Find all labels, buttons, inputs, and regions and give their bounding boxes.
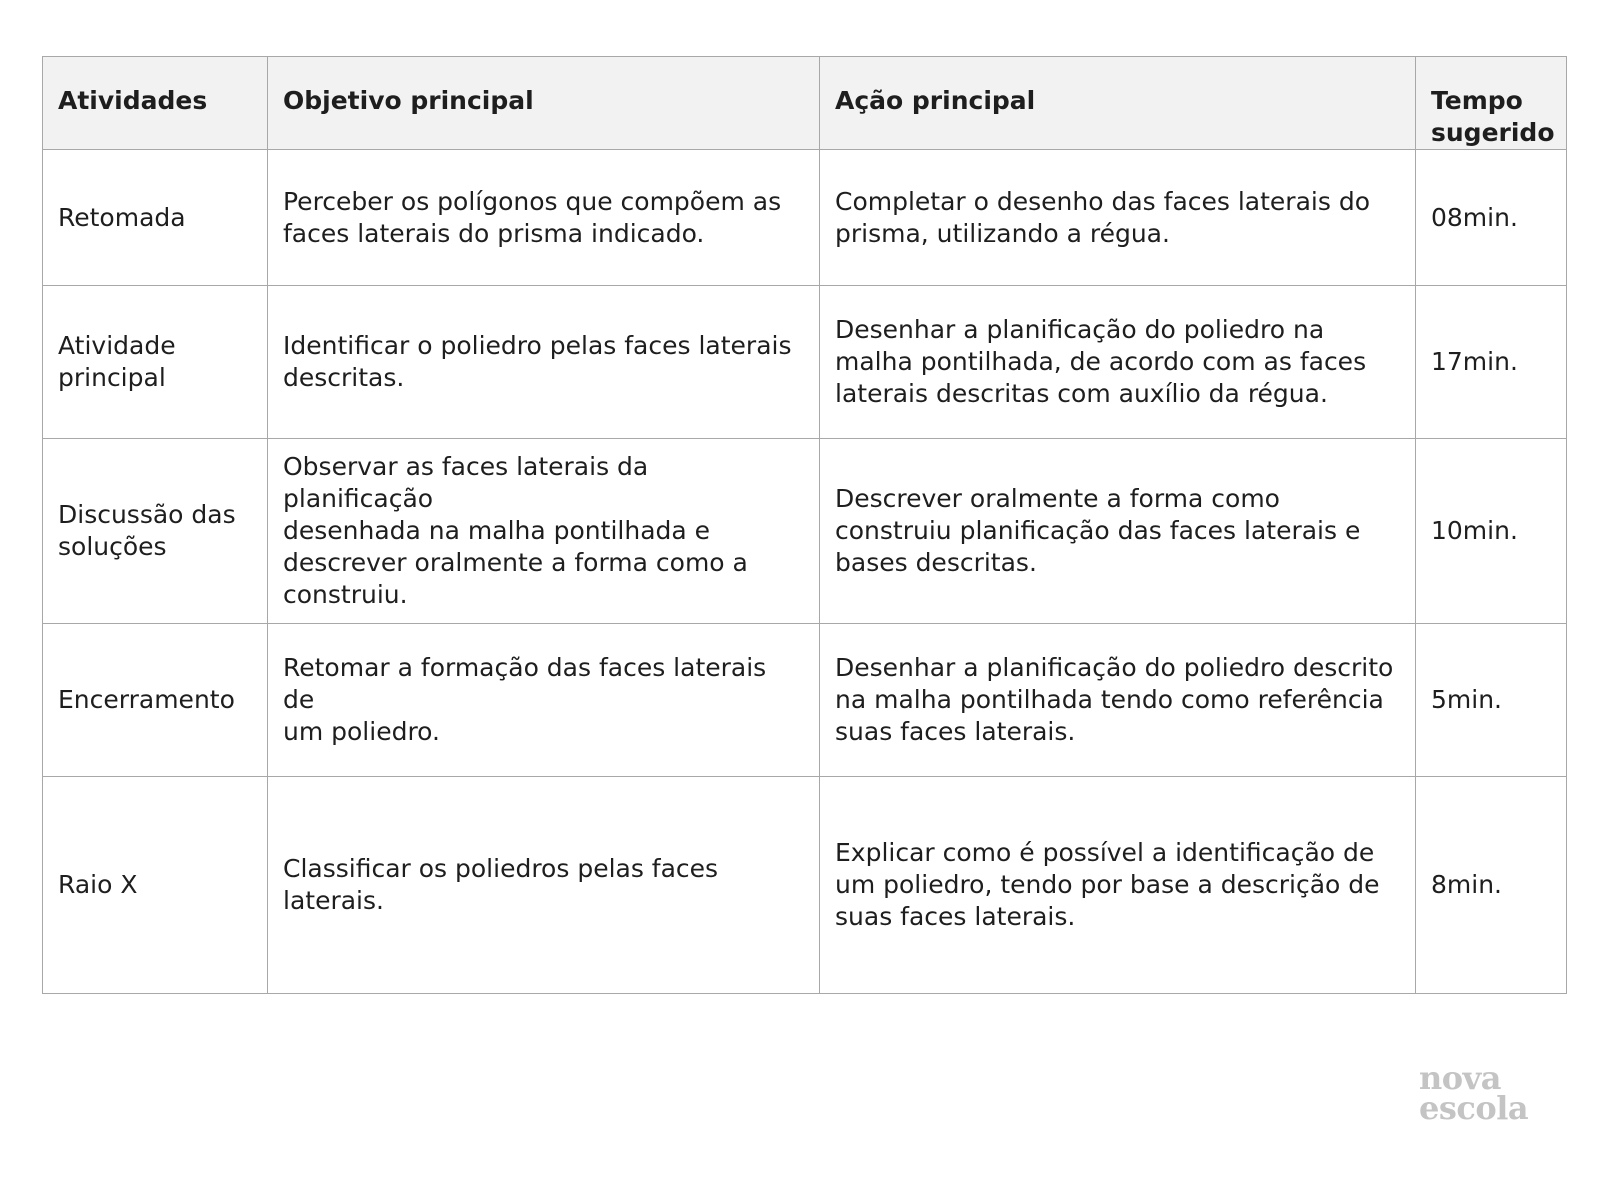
cell-tempo: 17min. bbox=[1416, 286, 1567, 439]
cell-atividade: Atividade principal bbox=[43, 286, 268, 439]
cell-objetivo: Classificar os poliedros pelas faces laterais. bbox=[268, 777, 820, 994]
table-row bbox=[43, 150, 1567, 286]
cell-atividade: Discussão das soluções bbox=[43, 439, 268, 624]
table-row bbox=[43, 439, 1567, 624]
cell-objetivo: Retomar a formação das faces laterais de um poliedro. bbox=[268, 624, 820, 777]
cell-objetivo: Observar as faces laterais da planificação desenhada na malha pontilhada e descrever oralmente a forma como a construiu. bbox=[268, 439, 820, 624]
header-atividades: Atividades bbox=[43, 57, 268, 150]
cell-objetivo: Identificar o poliedro pelas faces laterais descritas. bbox=[268, 286, 820, 439]
logo-line-escola: escola bbox=[1419, 1089, 1529, 1127]
cell-tempo: 08min. bbox=[1416, 150, 1567, 286]
cell-acao: Desenhar a planificação do poliedro na malha pontilhada, de acordo com as faces laterais descritas com auxílio da régua. bbox=[820, 286, 1416, 439]
nova-escola-logo bbox=[1419, 1059, 1529, 1127]
cell-objetivo: Perceber os polígonos que compõem as faces laterais do prisma indicado. bbox=[268, 150, 820, 286]
cell-acao: Descrever oralmente a forma como construiu planificação das faces laterais e bases descritas. bbox=[820, 439, 1416, 624]
table-row bbox=[43, 624, 1567, 777]
cell-acao: Explicar como é possível a identificação de um poliedro, tendo por base a descrição de suas faces laterais. bbox=[820, 777, 1416, 994]
table-row bbox=[43, 286, 1567, 439]
header-acao-principal: Ação principal bbox=[820, 57, 1416, 150]
cell-acao: Desenhar a planificação do poliedro descrito na malha pontilhada tendo como referência suas faces laterais. bbox=[820, 624, 1416, 777]
cell-atividade: Raio X bbox=[43, 777, 268, 994]
cell-atividade: Encerramento bbox=[43, 624, 268, 777]
logo-line-nova: nova bbox=[1419, 1059, 1501, 1097]
table-row bbox=[43, 777, 1567, 994]
cell-tempo: 10min. bbox=[1416, 439, 1567, 624]
header-tempo-sugerido: Tempo sugerido bbox=[1416, 57, 1567, 150]
lesson-plan-table bbox=[42, 56, 1567, 994]
header-objetivo-principal: Objetivo principal bbox=[268, 57, 820, 150]
cell-acao: Completar o desenho das faces laterais do prisma, utilizando a régua. bbox=[820, 150, 1416, 286]
cell-tempo: 8min. bbox=[1416, 777, 1567, 994]
table-header-row bbox=[43, 57, 1567, 150]
cell-atividade: Retomada bbox=[43, 150, 268, 286]
cell-tempo: 5min. bbox=[1416, 624, 1567, 777]
